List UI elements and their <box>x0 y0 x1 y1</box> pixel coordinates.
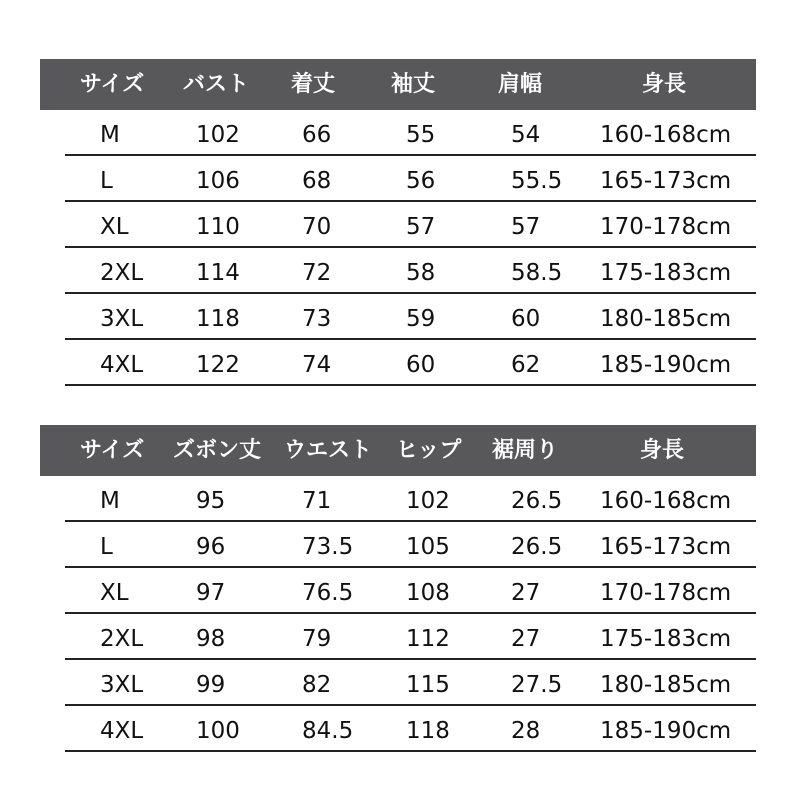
table-cell: 54 <box>511 122 541 148</box>
table-cell: 57 <box>511 214 541 240</box>
table-cell: 106 <box>196 168 240 194</box>
top-size-table <box>40 59 756 386</box>
table-cell: 55.5 <box>511 168 563 194</box>
header-cell: 裾周り <box>492 437 559 463</box>
table-cell: 72 <box>302 260 332 286</box>
header-cell: ズボン丈 <box>173 437 262 463</box>
table-row <box>65 706 756 752</box>
header-cell: 袖丈 <box>391 71 436 97</box>
table-cell: 62 <box>511 352 541 378</box>
table-cell: 73.5 <box>302 534 354 560</box>
table-body <box>40 110 756 386</box>
table-cell: 60 <box>511 306 541 332</box>
header-cell: 身長 <box>640 437 685 463</box>
table-cell: 114 <box>196 260 240 286</box>
table-cell: 165-173cm <box>600 534 732 560</box>
table-cell: 60 <box>406 352 436 378</box>
table-cell: 110 <box>196 214 240 240</box>
table-row <box>65 156 756 202</box>
table-cell: 27.5 <box>511 672 563 698</box>
table-cell: 97 <box>196 580 226 606</box>
table-cell: M <box>100 488 120 514</box>
table-cell: 4XL <box>100 718 144 744</box>
table-cell: 70 <box>302 214 332 240</box>
table-cell: 28 <box>511 718 541 744</box>
table-cell: 118 <box>406 718 450 744</box>
table-cell: 102 <box>196 122 240 148</box>
table-cell: 2XL <box>100 260 144 286</box>
table-cell: 165-173cm <box>600 168 732 194</box>
table-cell: 185-190cm <box>600 718 732 744</box>
table-cell: 3XL <box>100 306 144 332</box>
table-cell: 180-185cm <box>600 306 732 332</box>
table-cell: 118 <box>196 306 240 332</box>
table-row <box>65 476 756 522</box>
header-cell: 着丈 <box>291 71 336 97</box>
table-cell: 27 <box>511 626 541 652</box>
table-cell: 71 <box>302 488 332 514</box>
header-cell: ウエスト <box>284 437 373 463</box>
table-cell: 76.5 <box>302 580 354 606</box>
header-cell: サイズ <box>80 71 145 97</box>
table-row <box>65 110 756 156</box>
table-cell: L <box>100 168 113 194</box>
table-cell: 57 <box>406 214 436 240</box>
table-header <box>40 425 756 476</box>
table-cell: 175-183cm <box>600 626 732 652</box>
table-cell: 2XL <box>100 626 144 652</box>
table-cell: 108 <box>406 580 450 606</box>
table-cell: M <box>100 122 120 148</box>
table-row <box>65 202 756 248</box>
table-row <box>65 522 756 568</box>
table-cell: 58.5 <box>511 260 563 286</box>
table-cell: 82 <box>302 672 332 698</box>
table-row <box>65 614 756 660</box>
table-cell: 100 <box>196 718 240 744</box>
table-cell: 59 <box>406 306 436 332</box>
header-cell: ヒップ <box>396 437 462 463</box>
table-cell: 73 <box>302 306 332 332</box>
bottom-size-table <box>40 425 756 752</box>
table-cell: 102 <box>406 488 450 514</box>
table-cell: 170-178cm <box>600 580 732 606</box>
table-cell: 105 <box>406 534 450 560</box>
header-cell: サイズ <box>80 437 145 463</box>
table-row <box>65 568 756 614</box>
table-cell: 96 <box>196 534 226 560</box>
table-cell: 55 <box>406 122 436 148</box>
table-cell: XL <box>100 214 129 240</box>
table-cell: 27 <box>511 580 541 606</box>
table-row <box>65 660 756 706</box>
table-cell: 58 <box>406 260 436 286</box>
table-cell: 160-168cm <box>600 488 732 514</box>
table-cell: 26.5 <box>511 534 563 560</box>
table-cell: L <box>100 534 113 560</box>
table-cell: 84.5 <box>302 718 354 744</box>
table-body <box>40 476 756 752</box>
table-cell: 122 <box>196 352 240 378</box>
table-cell: 79 <box>302 626 332 652</box>
table-cell: 160-168cm <box>600 122 732 148</box>
table-cell: 180-185cm <box>600 672 732 698</box>
header-cell: 肩幅 <box>498 71 543 97</box>
table-cell: 3XL <box>100 672 144 698</box>
table-cell: XL <box>100 580 129 606</box>
table-cell: 68 <box>302 168 332 194</box>
table-cell: 74 <box>302 352 332 378</box>
table-cell: 112 <box>406 626 450 652</box>
table-row <box>65 248 756 294</box>
table-cell: 170-178cm <box>600 214 732 240</box>
table-cell: 99 <box>196 672 226 698</box>
table-cell: 115 <box>406 672 450 698</box>
table-row <box>65 340 756 386</box>
header-cell: 身長 <box>642 71 687 97</box>
table-cell: 175-183cm <box>600 260 732 286</box>
table-cell: 185-190cm <box>600 352 732 378</box>
table-header <box>40 59 756 110</box>
table-row <box>65 294 756 340</box>
table-cell: 56 <box>406 168 436 194</box>
table-cell: 98 <box>196 626 226 652</box>
table-cell: 95 <box>196 488 226 514</box>
table-cell: 66 <box>302 122 332 148</box>
table-cell: 26.5 <box>511 488 563 514</box>
header-cell: バスト <box>183 71 250 97</box>
table-cell: 4XL <box>100 352 144 378</box>
